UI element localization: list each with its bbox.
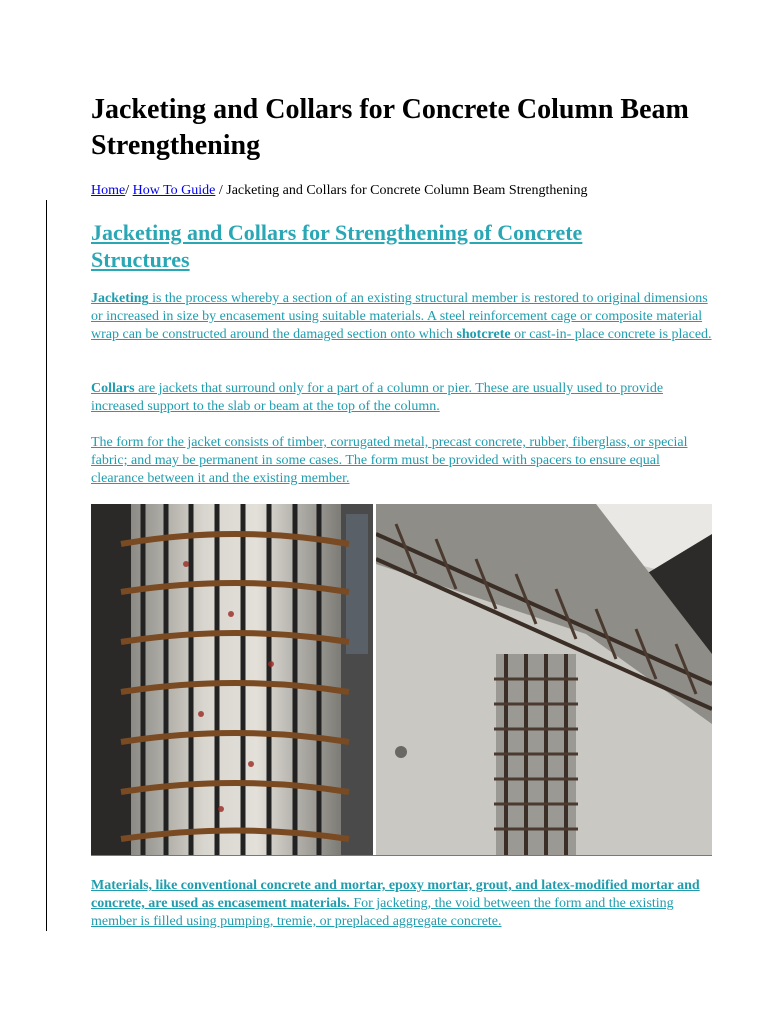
breadcrumb-separator: / bbox=[215, 183, 227, 198]
paragraph-materials[interactable] bbox=[91, 877, 716, 931]
page-title: Jacketing and Collars for Concrete Column Beam Strengthening bbox=[91, 94, 689, 161]
paragraph-text: is the process whereby a section of an existing structural member is restored to original dimensions or increased in size by encasement using suitable materials. A steel reinforcement cage or composite material wrap can be constructed around the damaged section onto which bbox=[91, 291, 708, 342]
term-jacketing: Jacketing bbox=[91, 291, 149, 306]
breadcrumb-home-link[interactable]: Home bbox=[91, 183, 126, 198]
column-jacket-photo bbox=[91, 504, 373, 855]
term-collars: Collars bbox=[91, 381, 135, 396]
column-jacket-illustration bbox=[91, 504, 373, 855]
left-margin-rule bbox=[46, 200, 47, 931]
section-title-link[interactable]: Jacketing and Collars for Strengthening of Concrete Structures bbox=[91, 220, 583, 272]
paragraph-collars[interactable] bbox=[91, 380, 716, 416]
materials-bold-text: Materials, like conventional concrete and mortar, epoxy mortar, grout, and latex-modified mortar and concrete, are used as encasement materials. bbox=[91, 878, 700, 911]
breadcrumb-current: Jacketing and Collars for Concrete Column Beam Strengthening bbox=[226, 183, 588, 198]
paragraph-text: For jacketing, the void between the form and the existing member is filled using pumping, tremie, or preplaced aggregate concrete. bbox=[91, 896, 674, 929]
paragraph-text: are jackets that surround only for a part of a column or pier. These are usually used to provide increased support to the slab or beam at the top of the column. bbox=[91, 381, 664, 414]
breadcrumb bbox=[91, 182, 731, 200]
breadcrumb-how-to-guide-link[interactable]: How To Guide bbox=[132, 183, 216, 198]
paragraph-form[interactable]: The form for the jacket consists of timber, corrugated metal, precast concrete, rubber, fiberglass, or special fabric; and may be permanent in some cases. The form must be provided with spacers to ensure equal clearance between it and the existing member. bbox=[91, 435, 688, 486]
paragraph-text: or cast-in- place concrete is placed. bbox=[510, 327, 712, 342]
beam-column-jacket-illustration bbox=[376, 504, 712, 855]
breadcrumb-separator: / bbox=[125, 183, 133, 198]
paragraph-jacketing[interactable] bbox=[91, 290, 716, 344]
beam-column-jacket-photo bbox=[376, 504, 712, 855]
jacketing-photos[interactable] bbox=[91, 504, 712, 855]
image-underline bbox=[91, 855, 712, 856]
term-shotcrete: shotcrete bbox=[456, 327, 511, 342]
